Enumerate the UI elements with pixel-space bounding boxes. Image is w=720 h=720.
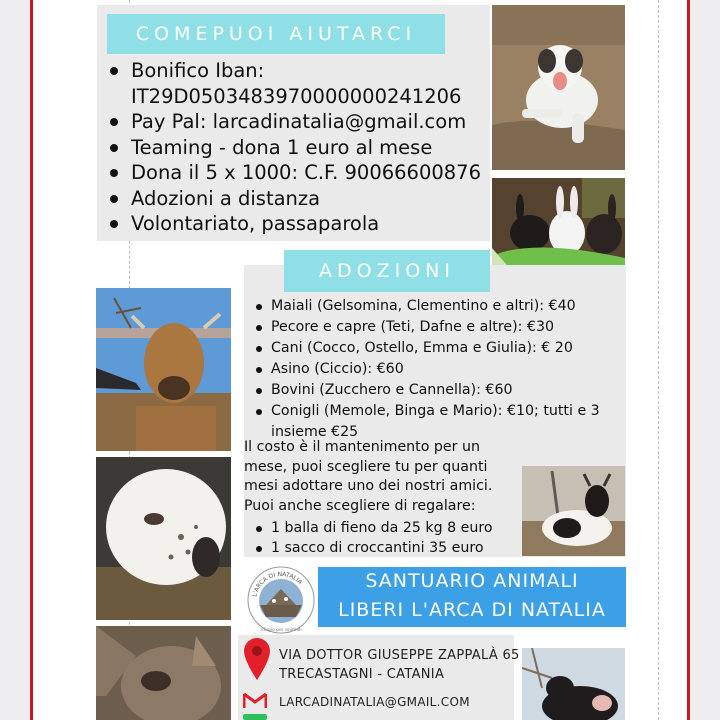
adoption-item: Cani (Cocco, Ostello, Emma e Giulia): € 20: [251, 338, 631, 359]
gift-item: 1 balla di fieno da 25 kg 8 euro: [248, 518, 528, 538]
address-line1: VIA DOTTOR GIUSEPPE ZAPPALÀ 65: [279, 648, 520, 663]
gift-list: [248, 518, 528, 558]
sheep-photo: [96, 457, 231, 620]
adoptions-cost-text: Il costo è il mantenimento per un mese, puoi scegliere tu per quanti mesi adottare uno dei nostri amici.: [244, 439, 493, 494]
bullet: [256, 388, 262, 394]
adoption-item: Conigli (Memole, Binga e Mario): €10; tutti e 3 insieme €25: [251, 401, 631, 443]
help-list: [108, 58, 493, 237]
help-item: Teaming - dona 1 euro al mese: [108, 135, 493, 161]
gmail-icon: [243, 691, 267, 709]
calf-photo: [96, 288, 231, 451]
bullet: [110, 195, 118, 203]
sanctuary-banner: [318, 567, 626, 627]
address-line2: TRECASTAGNI - CATANIA: [279, 667, 445, 682]
bullet: [110, 144, 118, 152]
adoption-item: Maiali (Gelsomina, Clementino e altri): €40: [251, 296, 631, 317]
help-item: Volontariato, passaparola: [108, 211, 493, 237]
sanctuary-logo: [246, 565, 316, 635]
bullet: [256, 325, 262, 331]
phone-icon: [243, 714, 267, 720]
gift-intro-text: Puoi anche scegliere di regalare:: [244, 497, 476, 514]
gift-item: 1 sacco di croccantini 35 euro: [248, 538, 528, 558]
location-pin-icon: [243, 637, 271, 681]
sanctuary-name-line2: LIBERI L'ARCA DI NATALIA: [338, 599, 606, 621]
bullet: [110, 220, 118, 228]
sanctuary-name-line1: SANTUARIO ANIMALI: [365, 570, 579, 592]
help-item: Pay Pal: larcadinatalia@gmail.com: [108, 109, 493, 135]
bullet: [256, 526, 262, 532]
adoption-item: Pecore e capre (Teti, Dafne e altre): €30: [251, 317, 631, 338]
bullet: [256, 304, 262, 310]
adoption-item: Asino (Ciccio): €60: [251, 359, 631, 380]
bullet: [256, 367, 262, 373]
help-title: COMEPUOI AIUTARCI: [107, 14, 445, 54]
goat-photo: [522, 466, 625, 556]
rabbits-photo: [492, 178, 625, 271]
logo-text: L'ARCA DI NATALIA: [251, 570, 304, 598]
adoptions-title: ADOZIONI: [284, 250, 490, 292]
help-item-iban: IT29D0503483970000000241206: [131, 84, 462, 108]
donkey-photo: [96, 626, 231, 720]
email-link[interactable]: LARCADINATALIA@GMAIL.COM: [279, 695, 470, 709]
help-item: Dona il 5 x 1000: C.F. 90066600876: [108, 160, 493, 186]
logo-motto: rifugio per animali: [260, 628, 302, 633]
pig-photo: [522, 648, 625, 720]
bullet: [110, 169, 118, 177]
adoption-item: Bovini (Zucchero e Cannella): €60: [251, 380, 631, 401]
bullet: [256, 546, 262, 552]
bullet: [256, 409, 262, 415]
help-item: Adozioni a distanza: [108, 186, 493, 212]
help-item: Bonifico Iban:: [108, 58, 493, 84]
dog-photo: [492, 5, 625, 170]
adoptions-description: [244, 438, 522, 516]
bullet: [110, 118, 118, 126]
bullet: [110, 67, 118, 75]
svg-text:L'ARCA DI NATALIA: [251, 571, 304, 598]
bullet: [256, 346, 262, 352]
adoptions-list: [251, 296, 631, 443]
